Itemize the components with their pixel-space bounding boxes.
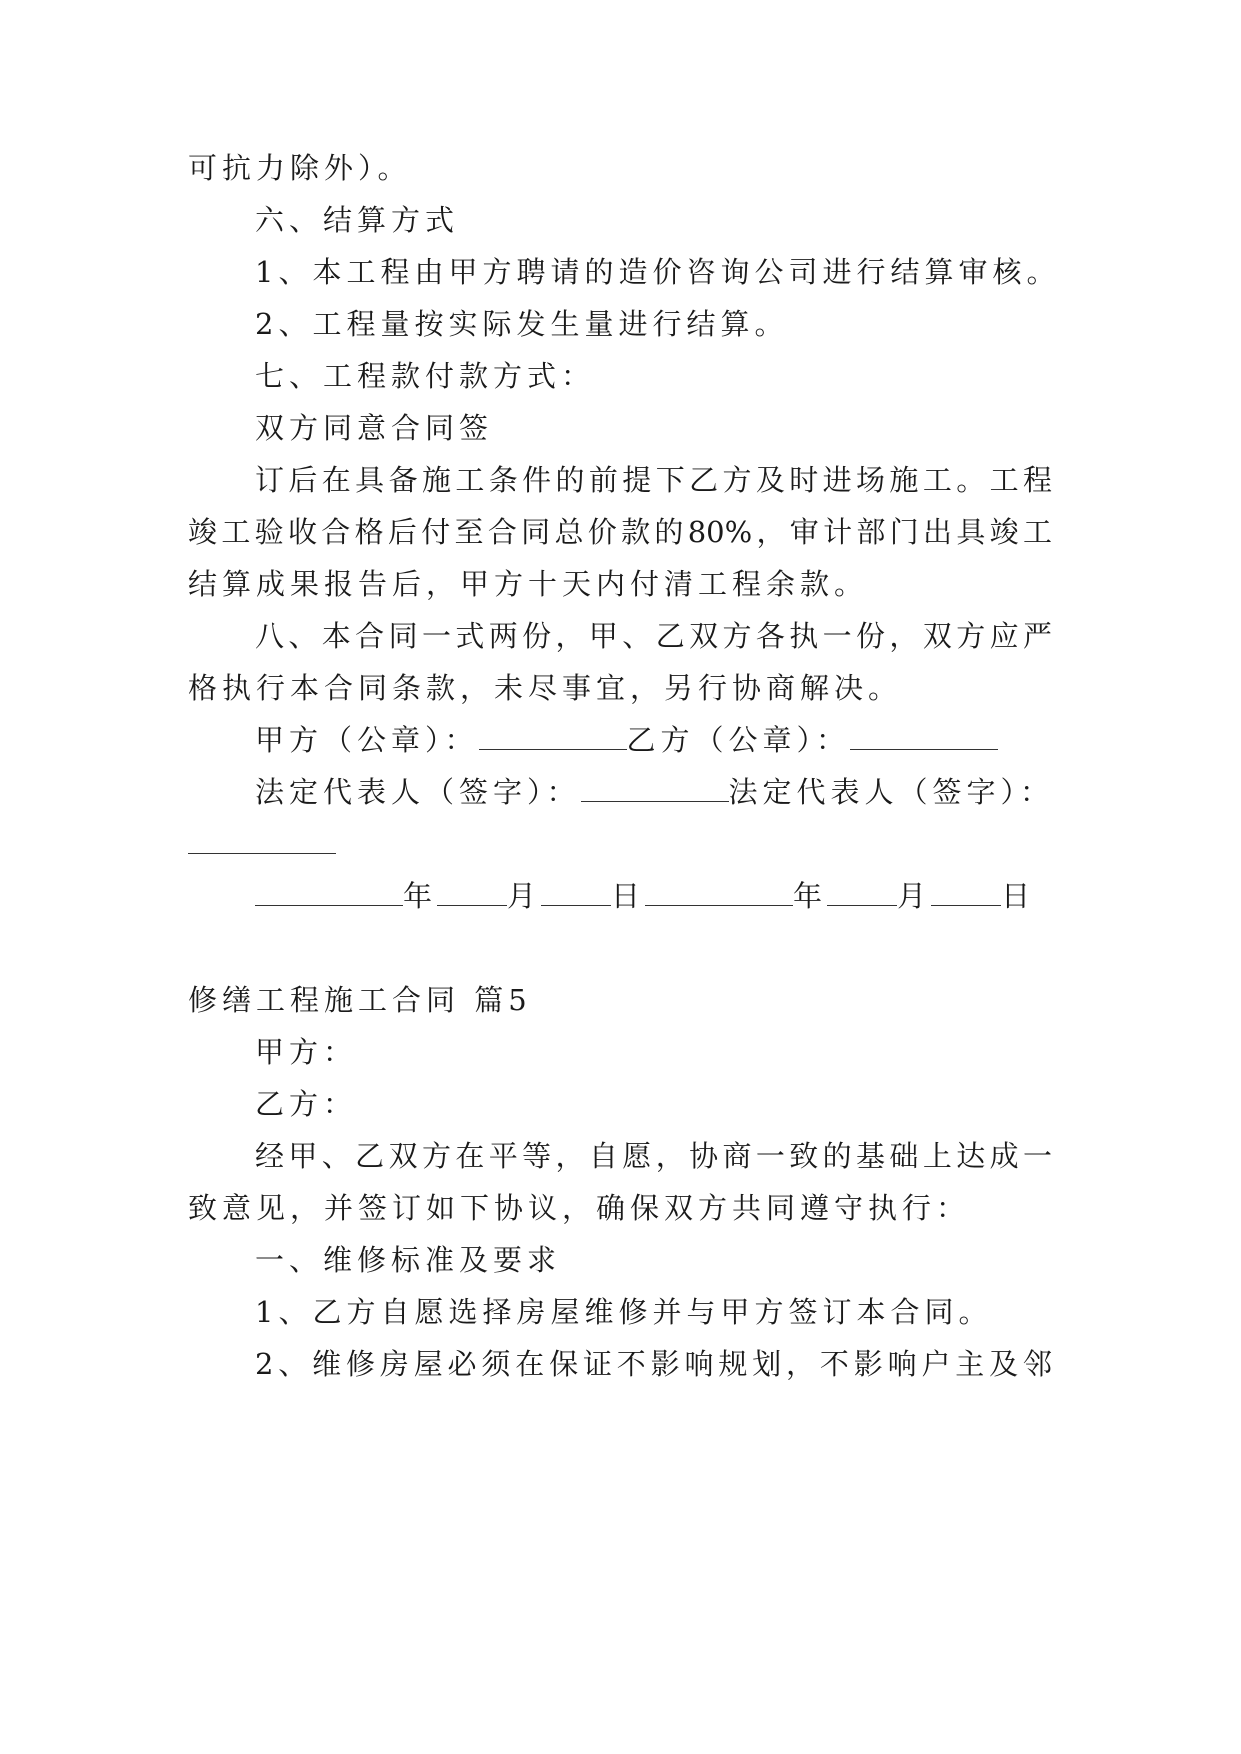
section-heading: 七、工程款付款方式： <box>255 359 596 393</box>
rep-a-blank <box>581 775 729 802</box>
month-label: 月 <box>507 879 542 913</box>
day-blank-b <box>931 879 1001 906</box>
day-label: 日 <box>1001 879 1036 913</box>
paragraph-line: 1、本工程由甲方聘请的造价咨询公司进行结算审核。 <box>255 255 1061 289</box>
year-label: 年 <box>403 879 438 913</box>
representative-line <box>255 772 1054 812</box>
party-b-seal-label: 乙方（公章）： <box>626 723 851 757</box>
paragraph-line: 2、维修房屋必须在保证不影响规划，不影响户主及邻 <box>255 1347 1052 1381</box>
seal-line <box>255 720 998 760</box>
rep-b-blank-line <box>188 824 336 864</box>
paragraph-line: 订后在具备施工条件的前提下乙方及时进场施工。工程 <box>255 463 1052 497</box>
paragraph-line: 1、乙方自愿选择房屋维修并与甲方签订本合同。 <box>255 1295 993 1329</box>
paragraph-line: 致意见，并签订如下协议，确保双方共同遵守执行： <box>188 1191 971 1225</box>
rep-b-label: 法定代表人（签字）： <box>728 775 1055 809</box>
paragraph-line: 双方同意合同签 <box>255 411 494 445</box>
month-label: 月 <box>897 879 932 913</box>
paragraph-line: 竣工验收合格后付至合同总价款的80%，审计部门出具竣工 <box>188 515 1052 549</box>
rep-b-blank <box>188 827 336 854</box>
party-b-seal-blank <box>850 723 998 750</box>
article-heading: 修缮工程施工合同 篇5 <box>188 983 532 1017</box>
section-heading: 六、结算方式 <box>255 203 460 237</box>
party-b-line: 乙方： <box>255 1087 358 1121</box>
party-a-seal-blank <box>479 723 627 750</box>
section-heading: 一、维修标准及要求 <box>255 1243 562 1277</box>
day-blank-a <box>541 879 611 906</box>
year-blank-b <box>645 879 793 906</box>
paragraph-line: 格执行本合同条款，未尽事宜，另行协商解决。 <box>188 671 903 705</box>
paragraph-line: 八、本合同一式两份，甲、乙双方各执一份，双方应严 <box>255 619 1052 653</box>
day-label: 日 <box>611 879 646 913</box>
paragraph-line: 2、工程量按实际发生量进行结算。 <box>255 307 789 341</box>
party-a-line: 甲方： <box>255 1035 358 1069</box>
year-label: 年 <box>793 879 828 913</box>
rep-a-label: 法定代表人（签字）： <box>255 775 581 809</box>
paragraph-line: 经甲、乙双方在平等，自愿，协商一致的基础上达成一 <box>255 1139 1052 1173</box>
party-a-seal-label: 甲方（公章）： <box>255 723 479 757</box>
paragraph-line: 可抗力除外）。 <box>188 151 412 185</box>
year-blank-a <box>255 879 403 906</box>
month-blank-a <box>437 879 507 906</box>
date-line <box>255 876 1035 916</box>
month-blank-b <box>827 879 897 906</box>
paragraph-line: 结算成果报告后，甲方十天内付清工程余款。 <box>188 567 869 601</box>
